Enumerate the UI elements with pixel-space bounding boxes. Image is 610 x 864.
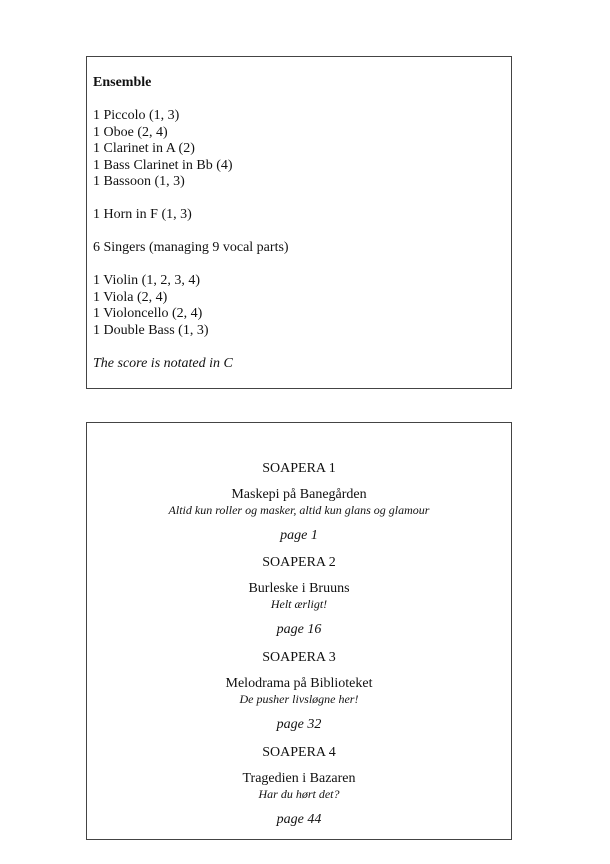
- instrument-line: 1 Viola (2, 4): [93, 289, 168, 305]
- instrument-line: 6 Singers (managing 9 vocal parts): [93, 240, 289, 255]
- soapera-page: page 16: [276, 622, 322, 637]
- voices-group: [93, 240, 511, 257]
- instrument-line: 1 Oboe (2, 4): [93, 124, 168, 140]
- soapera-label: SOAPERA 3: [262, 650, 336, 665]
- ensemble-heading: Ensemble: [93, 75, 152, 90]
- instrument-line: 1 Bass Clarinet in Bb (4): [93, 157, 233, 173]
- instrument-line: 1 Horn in F (1, 3): [93, 207, 192, 222]
- soapera-page: page 1: [280, 528, 318, 543]
- soapera-entry: [87, 649, 511, 733]
- soapera-subtitle: Altid kun roller og masker, altid kun glans og glamour: [168, 503, 430, 517]
- soapera-label: SOAPERA 1: [262, 461, 336, 476]
- score-note: The score is notated in C: [93, 355, 233, 371]
- soapera-entry: [87, 554, 511, 638]
- instrument-line: 1 Bassoon (1, 3): [93, 174, 185, 189]
- soapera-subtitle: De pusher livsløgne her!: [239, 692, 359, 706]
- ensemble-box: [86, 56, 512, 389]
- soapera-label: SOAPERA 4: [262, 745, 336, 760]
- soapera-title: Tragedien i Bazaren: [242, 771, 356, 786]
- soapera-title: Maskepi på Banegården: [231, 487, 367, 502]
- soapera-title: Melodrama på Biblioteket: [225, 676, 373, 691]
- soapera-page: page 44: [276, 812, 322, 827]
- soapera-entry: [87, 460, 511, 544]
- strings-group: [93, 273, 511, 339]
- instrument-line: 1 Violoncello (2, 4): [93, 306, 203, 321]
- contents-box: [86, 422, 512, 840]
- instrument-line: 1 Double Bass (1, 3): [93, 322, 209, 338]
- soapera-subtitle: Helt ærligt!: [270, 597, 328, 611]
- soapera-title: Burleske i Bruuns: [248, 581, 350, 596]
- instrument-line: 1 Clarinet in A (2): [93, 141, 195, 156]
- soapera-subtitle: Har du hørt det?: [258, 787, 340, 801]
- soapera-label: SOAPERA 2: [262, 555, 336, 570]
- soapera-entry: [87, 744, 511, 828]
- woodwinds-group: [93, 108, 511, 191]
- instrument-line: 1 Piccolo (1, 3): [93, 108, 180, 123]
- instrument-line: 1 Violin (1, 2, 3, 4): [93, 273, 201, 288]
- brass-group: [93, 207, 511, 224]
- soapera-page: page 32: [276, 717, 322, 732]
